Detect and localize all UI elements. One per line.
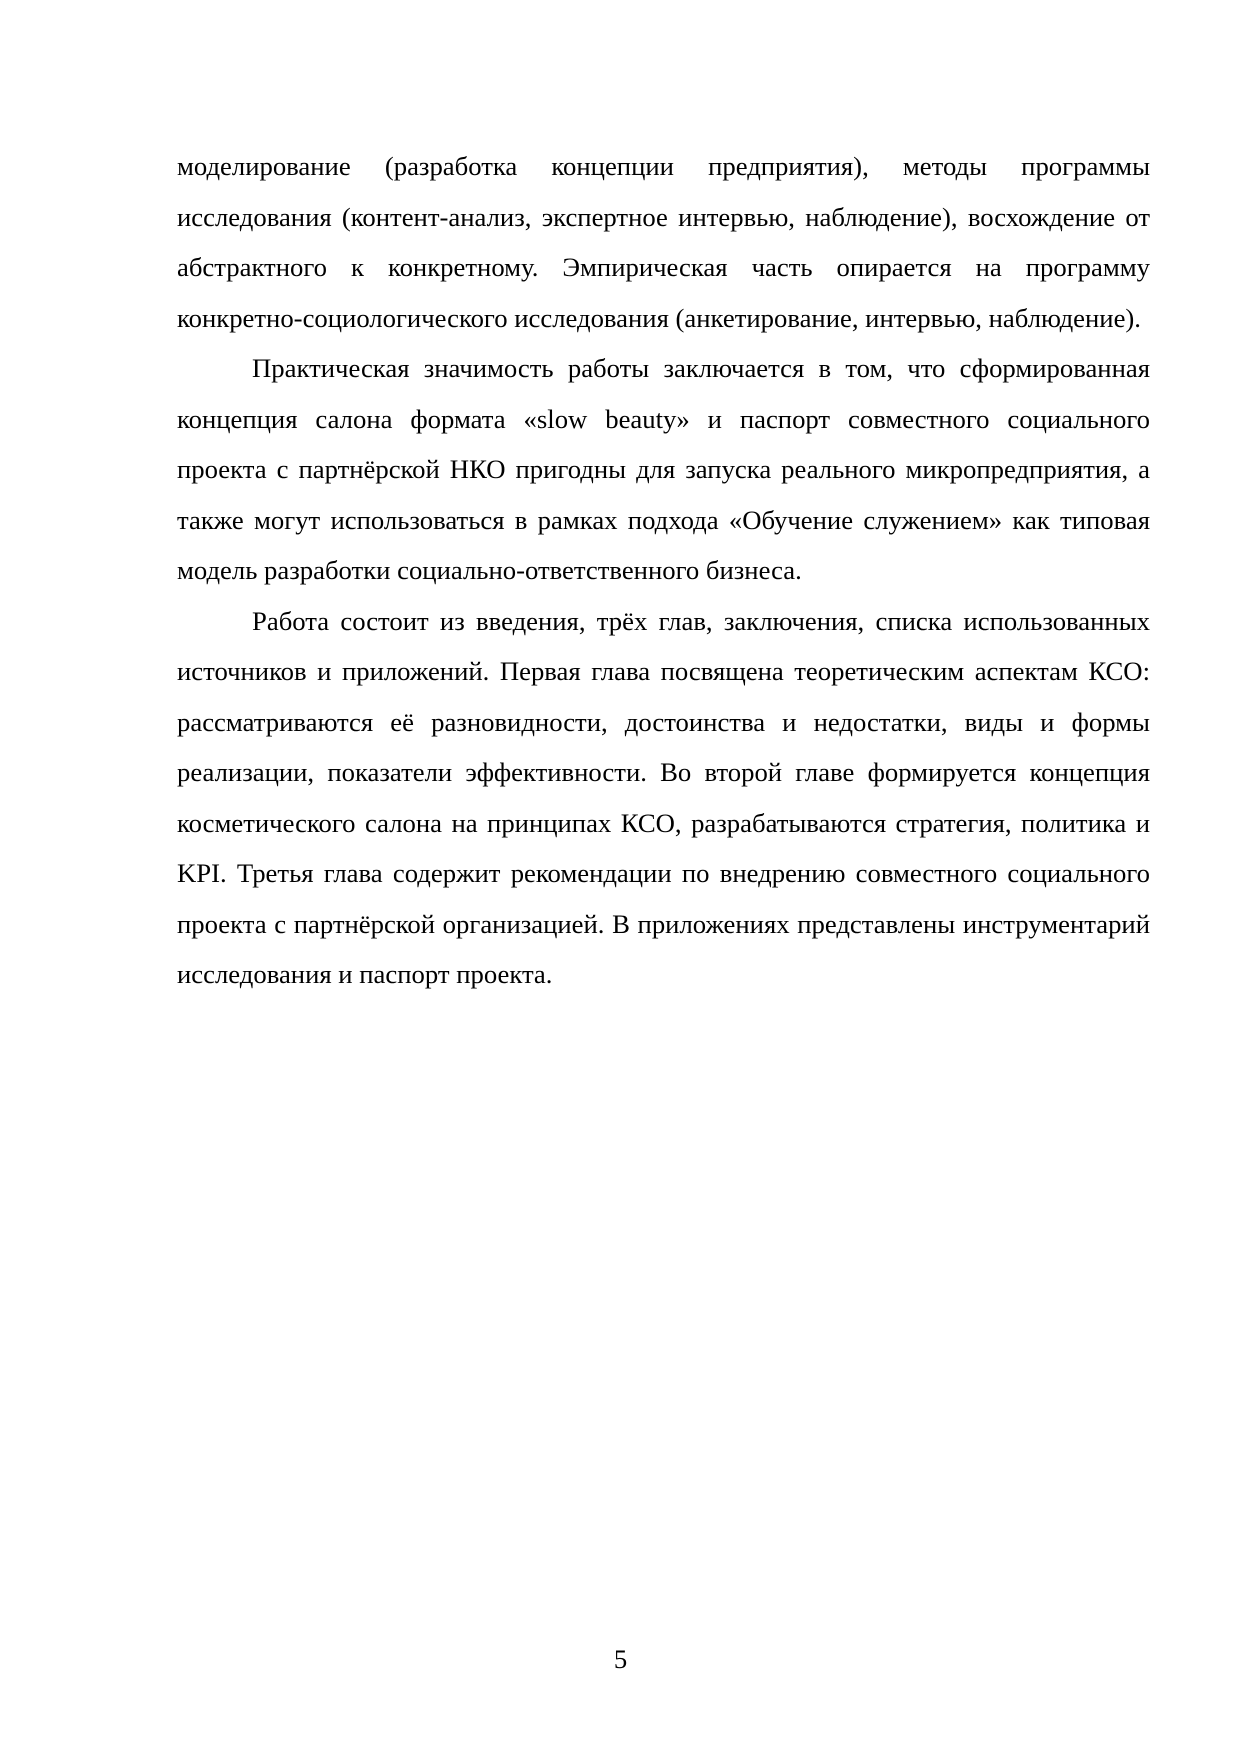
paragraph-methods-continued: моделирование (разработка концепции предприятия), методы программы исследования (контент-анализ, экспертное интервью, наблюдение), восхождение от абстрактного к конкретному. Эмпирическая часть опирается на программу конкретно-социологического исследования (анкетирование, интервью, наблюдение).	[177, 151, 1150, 333]
page-number: 5	[613, 1644, 628, 1674]
paragraph-practical-significance: Практическая значимость работы заключается в том, что сформированная концепция салона формата «slow beauty» и паспорт совместного социального проекта с партнёрской НКО пригодны для запуска реального микропредприятия, а также могут использоваться в рамках подхода «Обучение служением» как типовая модель разработки социально-ответственного бизнеса.	[177, 353, 1150, 585]
body-text	[177, 141, 1150, 1000]
paragraph-work-structure: Работа состоит из введения, трёх глав, заключения, списка использованных источников и приложений. Первая глава посвящена теоретическим аспектам КСО: рассматриваются её разновидности, достоинства и недостатки, виды и формы реализации, показатели эффективности. Во второй главе формируется концепция косметического салона на принципах КСО, разрабатываются стратегия, политика и KPI. Третья глава содержит рекомендации по внедрению совместного социального проекта с партнёрской организацией. В приложениях представлены инструментарий исследования и паспорт проекта.	[177, 605, 1150, 989]
